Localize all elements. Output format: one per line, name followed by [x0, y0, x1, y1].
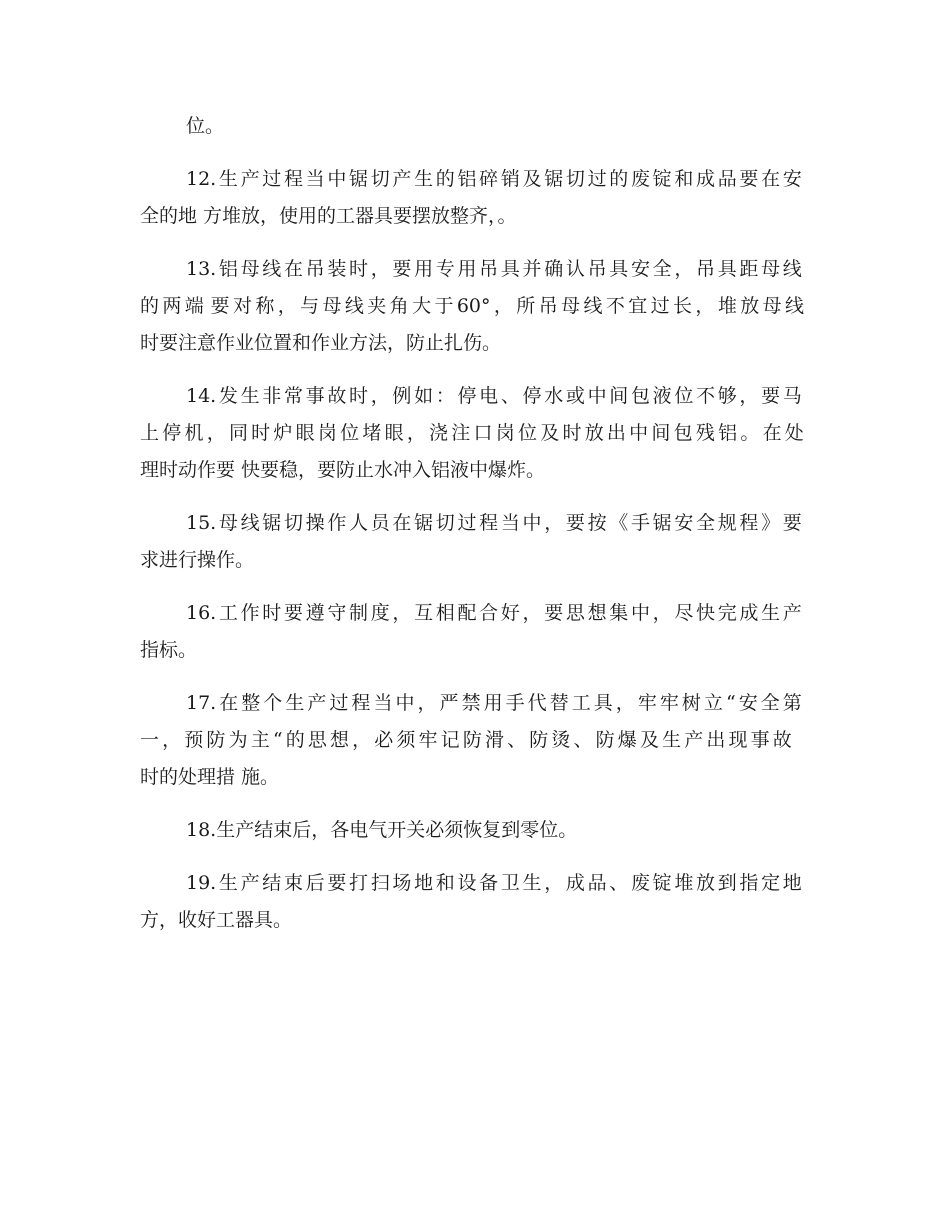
item-14-line-1: 14. 发 生 非 常 事 故 时 ， 例 如 ： 停 电 、 停 水 或 中 间 包 液 位 不 够 ， 要 马 [186, 385, 802, 407]
item-17-line-1: 17. 在 整 个 生 产 过 程 当 中 ， 严 禁 用 手 代 替 工 具 ， 牢 牢 树 立 “ 安 全 第 [186, 692, 802, 714]
item-18-line-1: 18.生产结束后，各电气开关必须恢复到零位。 [186, 819, 578, 841]
item-13-line-3: 时要注意作业位置和作业方法，防止扎伤。 [140, 332, 502, 354]
item-12-line-1: 12. 生 产 过 程 当 中 锯 切 产 生 的 铝 碎 销 及 锯 切 过 的 废 锭 和 成 品 要 在 安 [186, 168, 802, 190]
item-16-line-1: 16. 工 作 时 要 遵 守 制 度 ， 互 相 配 合 好 ， 要 思 想 集 中 ， 尽 快 完 成 生 产 [186, 602, 802, 624]
item-19-line-2: 方，收好工器具。 [140, 909, 293, 931]
item-16-line-2: 指标。 [140, 639, 198, 661]
continuation-line: 位。 [186, 115, 225, 137]
item-14-line-2: 上 停 机 ， 同 时 炉 眼 岗 位 堵 眼 ， 浇 注 口 岗 位 及 时 放 出 中 间 包 残 铝 。 在 处 [140, 422, 804, 444]
item-13-line-2: 的 两 端 要 对 称 ， 与 母 线 夹 角 大 于 60° ， 所 吊 母 线 不 宜 过 长 ， 堆 放 母 线 [140, 295, 804, 317]
item-19-line-1: 19. 生 产 结 束 后 要 打 扫 场 地 和 设 备 卫 生 ， 成 品 、 废 锭 堆 放 到 指 定 地 [186, 872, 802, 894]
item-15-line-2: 求进行操作。 [140, 549, 255, 571]
item-15-line-1: 15. 母 线 锯 切 操 作 人 员 在 锯 切 过 程 当 中 ， 要 按 《 手 锯 安 全 规 程 》 要 [186, 512, 802, 534]
item-13-line-1: 13. 铝 母 线 在 吊 装 时 ， 要 用 专 用 吊 具 并 确 认 吊 具 安 全 ， 吊 具 距 母 线 [186, 258, 802, 280]
item-17-line-3: 时的处理措 施。 [140, 766, 280, 788]
item-17-line-2: 一 ， 预 防 为 主 “ 的 思 想 ， 必 须 牢 记 防 滑 、 防 烫 、 防 爆 及 生 产 出 现 事 故 [140, 729, 792, 751]
item-14-line-3: 理时动作要 快要稳，要防止水冲入铝液中爆炸。 [140, 459, 546, 481]
item-12-line-2: 全的地 方堆放，使用的工器具要摆放整齐，。 [140, 205, 517, 227]
